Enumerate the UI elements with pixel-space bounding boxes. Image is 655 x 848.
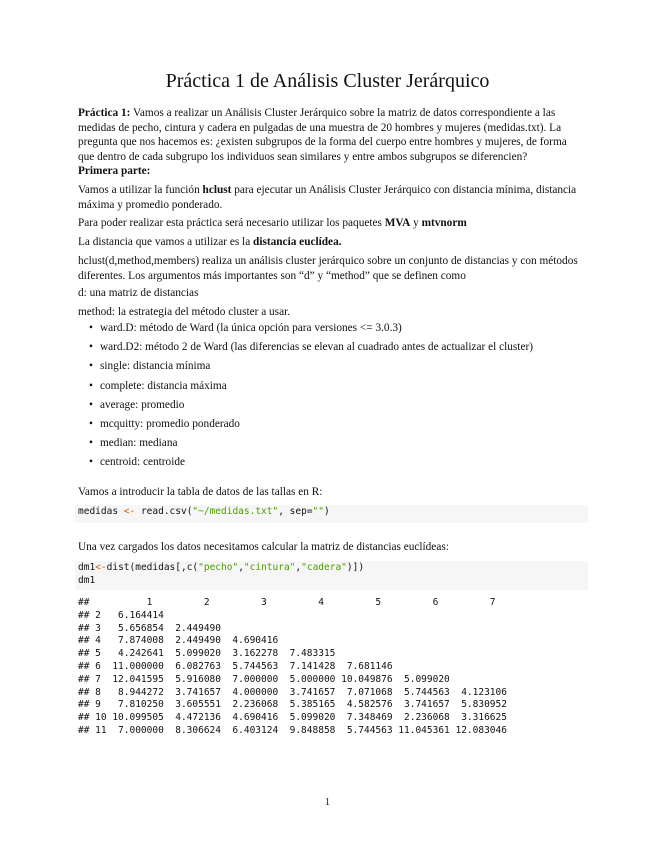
r-output: ## 1 2 3 4 5 6 7 ## 2 6.164414 ## 3 5.656854 2.449490 ## 4 7.874008 2.449490 4.690416 ## 5 4.242641 5.099020 3.162278 7.483315 ## 6 11.000000 6.082763 5.744563 7.141428 7.681146 ## 7 12.041595 5.916080 7.000000 5.000000 10.049876 5.099020 ## 8 8.944272 3.741657 4.000000 3.741657 7.071068 5.744563 4.123106 ## 9 7.810250 3.605551 2.236068 5.385165 4.582576 3.741657 5.830952 ## 10 10.099505 4.472136 4.690416 5.099020 7.348469 2.236068 3.316625 ## 11 7.000000 8.306624 6.403124 9.848858 5.744563 11.045361 12.083046 xyxy=(78,597,507,736)
list-item: • centroid: centroide xyxy=(78,456,533,475)
paragraph-load-data: Vamos a introducir la tabla de datos de las tallas en R: xyxy=(78,486,323,498)
code-block-dist xyxy=(75,561,588,590)
paragraph-distance-matrix: Una vez cargados los datos necesitamos calcular la matriz de distancias euclídeas: xyxy=(78,541,449,553)
list-item: • mcquitty: promedio ponderado xyxy=(78,418,533,437)
page-number: 1 xyxy=(325,797,330,808)
list-item: • ward.D2: método 2 de Ward (las diferencias se elevan al cuadrado antes de actualizar el cluster) xyxy=(78,341,533,360)
page-title: Práctica 1 de Análisis Cluster Jerárquico xyxy=(165,70,490,92)
paragraph-arg-d: d: una matriz de distancias xyxy=(78,287,199,299)
code-line: dm1<-dist(medidas[,c("pecho","cintura","cadera")]) xyxy=(78,562,365,573)
list-item: • ward.D: método de Ward (la única opción para versiones <= 3.0.3) xyxy=(78,322,533,341)
part-heading: Primera parte: xyxy=(78,165,151,177)
paragraph-hclust: Vamos a utilizar la función hclust para ejecutar un Análisis Cluster Jerárquico con distancia mínima, distancia máxima y promedio ponderado. xyxy=(78,184,577,211)
distance-term: distancia euclídea. xyxy=(253,236,342,248)
paragraph-distance: La distancia que vamos a utilizar es la distancia euclídea. xyxy=(78,236,342,248)
list-item: • single: distancia mínima xyxy=(78,360,533,379)
package-mva: MVA xyxy=(384,217,411,229)
method-list xyxy=(78,322,533,476)
list-item: • median: mediana xyxy=(78,437,533,456)
paragraph-hclust-args: hclust(d,method,members) realiza un análisis cluster jerárquico sobre un conjunto de distancias y con métodos diferentes. Los argumentos más importantes son “d” y “method” que se definen como xyxy=(78,255,578,282)
intro-paragraph xyxy=(78,106,583,164)
list-item: • average: promedio xyxy=(78,399,533,418)
paragraph-packages: Para poder realizar esta práctica será necesario utilizar los paquetes MVA y mtvnorm xyxy=(78,217,467,229)
intro-label: Práctica 1: xyxy=(78,107,131,119)
hclust-term: hclust xyxy=(202,184,232,196)
code-block-read: medidas <- read.csv("~/medidas.txt", sep="") xyxy=(75,505,588,523)
code-line: dm1 xyxy=(78,574,96,586)
list-item: • complete: distancia máxima xyxy=(78,380,533,399)
package-mtvnorm: mtvnorm xyxy=(421,217,467,229)
paragraph-arg-method: method: la estrategia del método cluster a usar. xyxy=(78,306,291,318)
intro-text: Vamos a realizar un Análisis Cluster Jerárquico sobre la matriz de datos correspondiente a las medidas de pecho, cintura y cadera en pulgadas de una muestra de 20 hombres y mujeres (medidas.txt). La pregunta que nos hacemos es: ¿existen subgrupos de la forma del cuerpo entre hombres y mujeres, de forma que dentro de cada subgrupo los individuos sean similares y entre ambos subgrupos se diferencien? xyxy=(78,107,567,163)
